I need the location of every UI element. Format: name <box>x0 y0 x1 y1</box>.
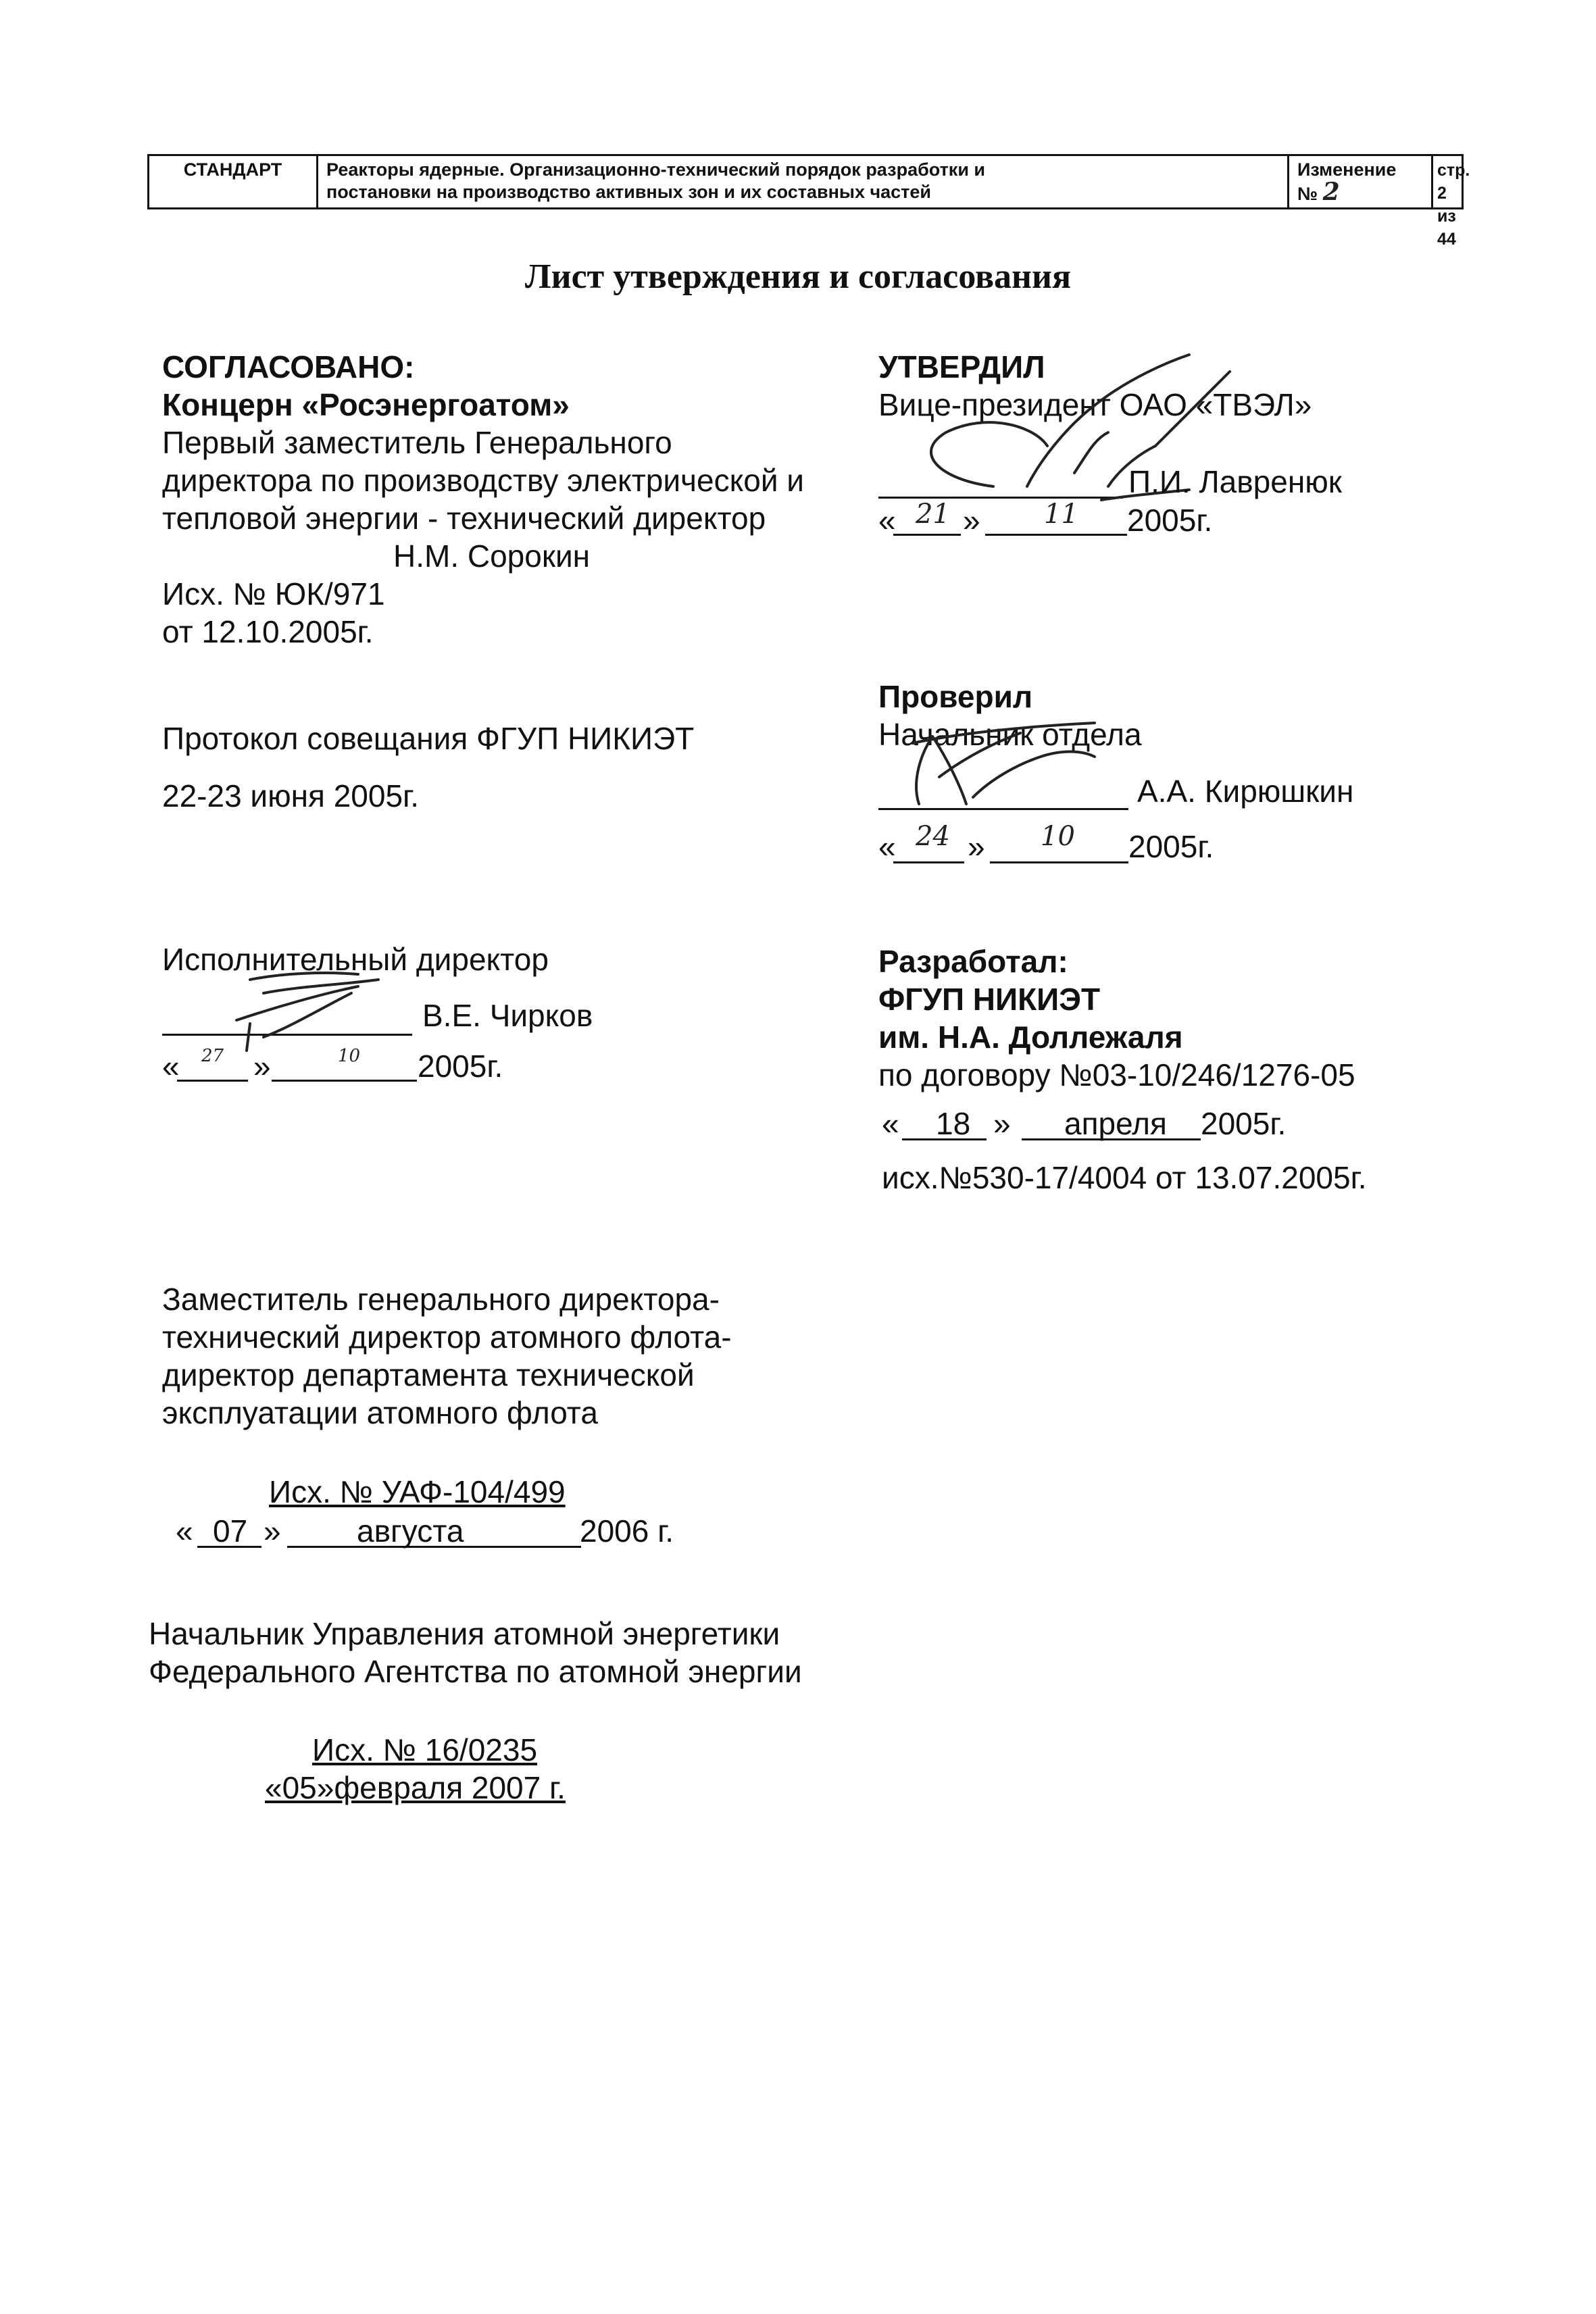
exec-signature <box>223 966 392 1054</box>
header-revision-cell <box>1289 156 1433 207</box>
exec-date-day: 27 <box>201 1046 224 1066</box>
head-title-line1: Начальник Управления атомной энергетики <box>149 1616 780 1651</box>
document-header-table <box>147 154 1470 249</box>
checked-heading: Проверил <box>878 679 1033 714</box>
header-revision-number: 2 <box>1322 178 1340 206</box>
approver-date-year: 2005г. <box>1127 503 1213 538</box>
deputy-title-line3: директор департамента технической <box>162 1357 695 1392</box>
deputy-quote-close: » <box>264 1513 281 1549</box>
checker-date-year: 2005г. <box>1128 829 1214 864</box>
exec-date-year: 2005г. <box>418 1049 503 1084</box>
developer-month-underline <box>1022 1138 1201 1140</box>
deputy-date-year: 2006 г. <box>580 1513 674 1549</box>
exec-day-underline <box>177 1080 248 1082</box>
agreed-position-line3: тепловой энергии - технический директор <box>162 501 766 536</box>
header-title-line2: постановки на производство активных зон и их составных частей <box>326 182 932 202</box>
header-standard-cell <box>149 156 318 207</box>
deputy-reference: Исх. № УАФ-104/499 <box>269 1474 566 1509</box>
deputy-day-underline <box>197 1546 261 1548</box>
header-revision-prefix: № <box>1297 184 1318 204</box>
approver-date-day: 21 <box>916 499 950 530</box>
checker-date-day: 24 <box>916 821 950 852</box>
head-reference: Исх. № 16/0235 <box>312 1732 538 1767</box>
deputy-title-line4: эксплуатации атомного флота <box>162 1395 598 1430</box>
developer-org-line2: им. Н.А. Доллежаля <box>878 1020 1183 1055</box>
head-reference-date: «05»февраля 2007 г. <box>265 1770 566 1805</box>
exec-director-name: В.Е. Чирков <box>422 998 593 1033</box>
checker-date-month: 10 <box>1041 821 1075 852</box>
head-title-line2: Федерального Агентства по атомной энергии <box>149 1654 802 1689</box>
header-revision-label: Изменение <box>1297 159 1397 180</box>
agreed-heading: СОГЛАСОВАНО: <box>162 349 415 384</box>
approver-quote-close: » <box>963 503 980 538</box>
checker-quote-close: » <box>968 829 985 864</box>
approver-name: П.И. Лавренюк <box>1128 464 1342 499</box>
checker-month-underline <box>990 861 1128 863</box>
approver-day-underline <box>893 534 961 536</box>
exec-quote-open: « <box>162 1049 180 1084</box>
approver-quote-open: « <box>878 503 896 538</box>
page-title: Лист утверждения и согласования <box>524 257 1072 296</box>
deputy-title-line1: Заместитель генерального директора- <box>162 1282 720 1317</box>
approver-date-month: 11 <box>1044 499 1078 530</box>
developer-date-month: апреля <box>1064 1106 1167 1141</box>
checker-signature <box>892 716 1095 818</box>
header-standard-label: СТАНДАРТ <box>183 159 282 180</box>
developer-day-underline <box>902 1138 987 1140</box>
deputy-month-underline <box>287 1546 581 1548</box>
agreed-reference: Исх. № ЮК/971 <box>162 576 385 611</box>
deputy-date-day: 07 <box>213 1513 248 1549</box>
approver-title: Вице-президент ОАО «ТВЭЛ» <box>878 387 1312 422</box>
developer-reference: исх.№530-17/4004 от 13.07.2005г. <box>882 1160 1367 1195</box>
agreed-position-line1: Первый заместитель Генерального <box>162 425 672 460</box>
deputy-date-month: августа <box>357 1513 464 1549</box>
developer-contract: по договору №03-10/246/1276-05 <box>878 1057 1355 1092</box>
header-page-cell <box>1433 156 1470 249</box>
exec-director-title: Исполнительный директор <box>162 942 549 977</box>
agreed-reference-date: от 12.10.2005г. <box>162 614 374 649</box>
agreed-position-line2: директора по производству электрической и <box>162 463 804 498</box>
checker-day-underline <box>893 861 964 863</box>
deputy-quote-open: « <box>176 1513 193 1549</box>
concern-name: Концерн «Росэнергоатом» <box>162 387 570 422</box>
deputy-title-line2: технический директор атомного флота- <box>162 1319 732 1355</box>
exec-month-underline <box>272 1080 417 1082</box>
protocol-date: 22-23 июня 2005г. <box>162 778 419 813</box>
developed-heading: Разработал: <box>878 944 1068 979</box>
exec-quote-close: » <box>253 1049 271 1084</box>
developer-date-year: 2005г. <box>1201 1106 1287 1141</box>
checker-title: Начальник отдела <box>878 717 1142 752</box>
header-title-cell <box>318 156 1289 207</box>
checker-quote-open: « <box>878 829 896 864</box>
approved-heading: УТВЕРДИЛ <box>878 349 1045 384</box>
header-title-line1: Реакторы ядерные. Организационно-технический порядок разработки и <box>326 159 986 180</box>
header-page-label: стр. 2 из 44 <box>1437 161 1470 249</box>
protocol-text: Протокол совещания ФГУП НИКИЭТ <box>162 721 695 756</box>
agreed-person-name: Н.М. Сорокин <box>393 538 591 574</box>
developer-date-day: 18 <box>936 1106 971 1141</box>
exec-date-month: 10 <box>338 1046 361 1066</box>
developer-quote-open: « <box>882 1106 899 1141</box>
developer-quote-close: » <box>993 1106 1011 1141</box>
approver-month-underline <box>985 534 1127 536</box>
developer-org-line1: ФГУП НИКИЭТ <box>878 982 1101 1017</box>
checker-name: А.А. Кирюшкин <box>1137 774 1354 809</box>
